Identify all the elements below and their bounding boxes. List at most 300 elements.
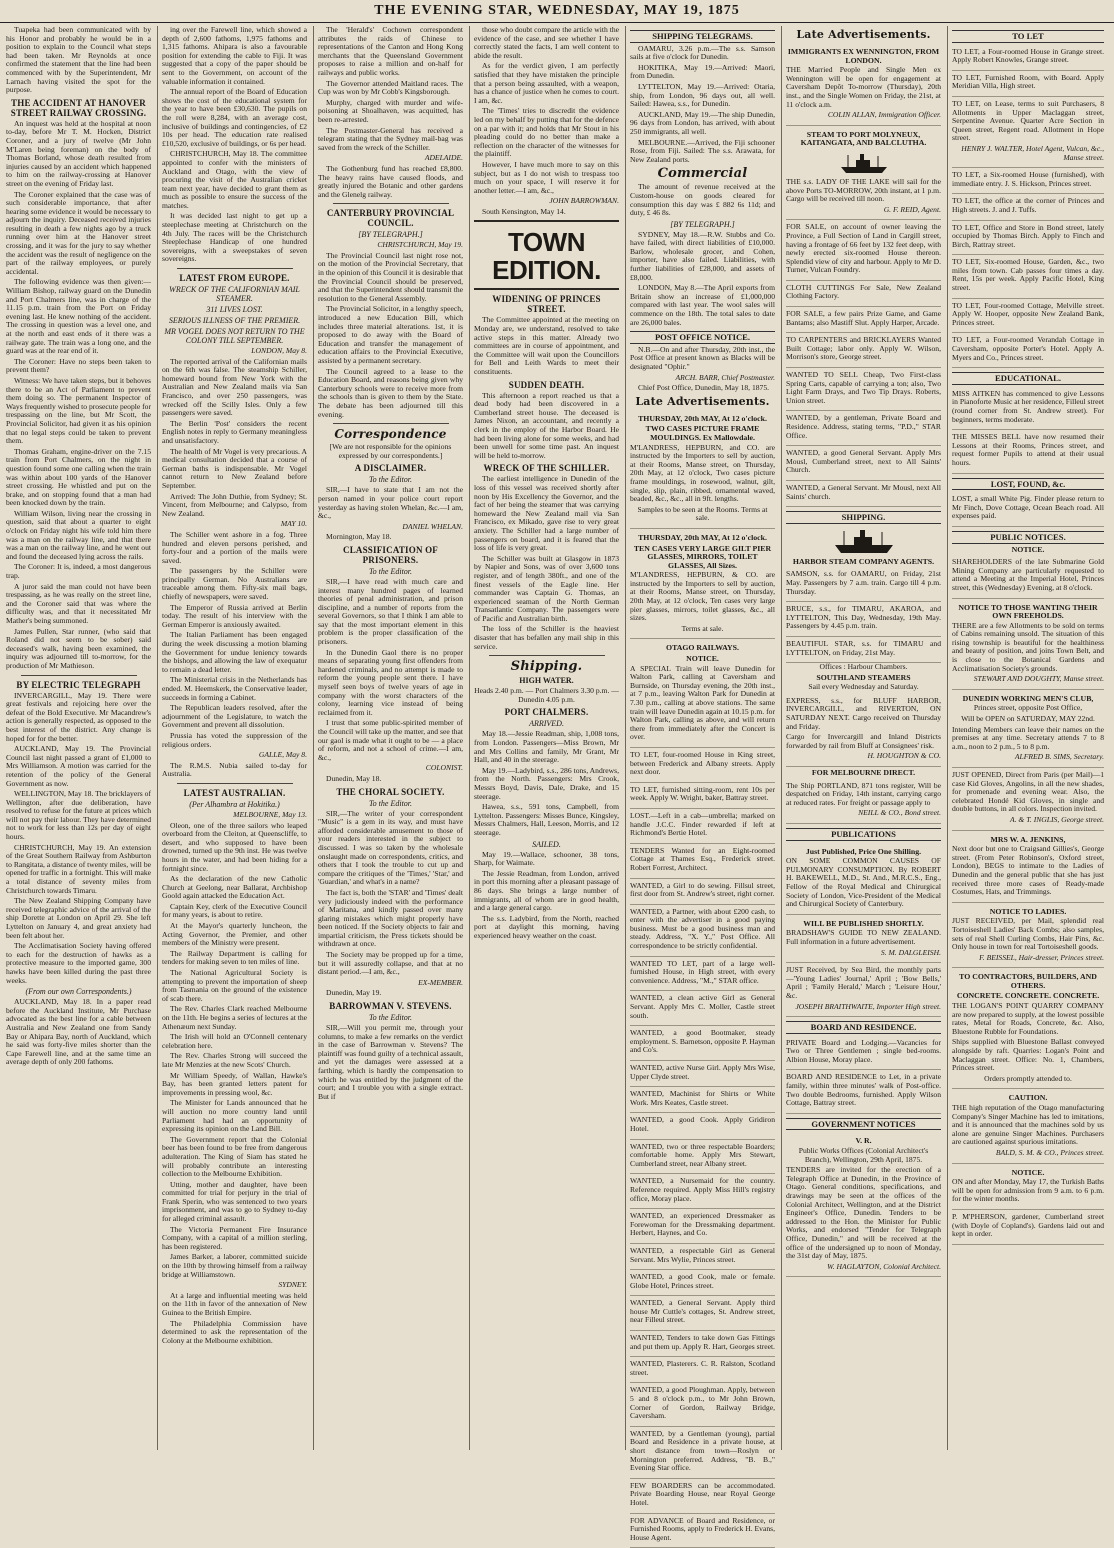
ad-text: TO LET, the office at the corner of Princes and High streets. J. and J. Tuffs. [952,196,1104,214]
paragraph: The Committee appointed at the meeting on Monday are, we understand, resolved to take active steps in this matter. Already two committees are in course of appointment, and the Committee will wait upon the Councillors for Bell and Leith Wards to meet their constituents. [474,315,619,377]
paragraph: It was decided last night to get up a steeplechase meeting at Christchurch on the 4th July. The races will be the Christchurch Steeplechase Handicap of one hundred sovereigns, with a sweepstakes of seven sovereigns. [162,211,307,264]
ad-title: IMMIGRANTS EX WENNINGTON, FROM LONDON. [787,47,940,65]
classified-ad [786,281,941,307]
section-header: BOARD AND RESIDENCE. [786,1021,941,1034]
paragraph: MELBOURNE.—Arrived, the Fiji schooner Rose, from Fiji. Sailed: The s.s. Arawata, for New Zealand ports. [630,137,775,164]
dateline: CHRISTCHURCH, May 19. [377,240,463,250]
paragraph: The health of Mr Vogel is very precarious. A medical consultation decided that a course of German baths is indispensable. Mr Vogel cannot return to New Zealand before September. [162,446,307,490]
paragraph: I trust that some public-spirited member of the Council will take up the matter, and see that our gaol is made what it ought to be — a place of reform, and not a school of crime.—I am, &c., [318,718,463,762]
paragraph: The Postmaster-General has received a telegram stating that the Sydney mail-bag was saved from the wreck of the Schiller. [318,125,463,152]
ad-text: PRIVATE Board and Lodging.—Vacancies for Two or Three Gentlemen ; single bed-rooms. Albion House, Moray place. [786,1037,941,1064]
ad-text: BRADSHAW'S GUIDE TO NEW ZEALAND. Full information in a future advertisement. [786,928,941,946]
ad-text: Princes street, opposite Post Office, [973,703,1083,713]
divider [489,655,605,656]
classified-ad [630,1331,775,1357]
ad-text: LOST.—Left in a cab—umbrella; marked on handle J.C.C. Finder rewarded if left at Richmond's Bertie Hotel. [630,810,775,838]
shipping-ad [786,602,941,637]
ad-text: WANTED, a clean active Girl as General Servant. Apply Mrs C. Moller, Castle street south. [630,993,775,1020]
paragraph: N.B.—On and after Thursday, 20th inst., the Post Office at present known as Blacks will be designated "Ophir." [630,344,775,371]
paragraph: May 18.—Jessie Readman, ship, 1,008 tons, from London. Passengers—Miss Brown, Mr and Mrs Collins and family, Mr Grant, Mr Hall, and 40 in the steerage. [474,729,619,765]
paragraph: The Philadelphia Commission have determined to ask the representation of the Colony at the Melbourne exhibition. [162,1318,307,1345]
paragraph: WELLINGTON, May 18. The bricklayers of Wellington, after due deliberation, have resolved to refuse for the future at prices which will not pay their labour. They have determined not to work for less than 12s per day of eight hours. [6,789,151,842]
headline-correspondence: Correspondence [334,427,447,442]
classified-ad [630,1296,775,1331]
ad-text: WANTED, by a Gentleman (young), partial Board and Residence in a private house, at short distance from town—Roslyn or Mornington preferred. Address, "B. B.," Evening Star office. [630,1428,775,1473]
railway-notice [630,639,775,748]
divider [177,268,293,269]
headline-hanover-accident: THE ACCIDENT AT HANOVER STREET RAILWAY CROSSING. [10,97,147,118]
paragraph: The Governor attended Maitland races. The Cup was won by Mr Cobb's Kingsborough. [318,78,463,97]
signature: ARCH. BARR, Chief Postmaster. [675,372,775,382]
section-header: EDUCATIONAL. [952,372,1104,385]
ad-text: THE s.s. LADY OF THE LAKE will sail for the above Ports TO-MORROW, 20th instant, at 1 p.m. Cargo will be received till noon. [786,176,941,204]
section-header: PUBLIC NOTICES. [952,531,1104,544]
paragraph: Witness: We have taken steps, but it behoves there to be an Act of Parliament to prevent them doing so. The permanent Inspector of Ways frequently wished to prosecute people for trespassing on the line, but Mr Scott, the Provincial Solicitor, had given it as his opinion that no legal steps could be taken to prevent them. [6,375,151,446]
paragraph: SIR,—The writer of your correspondent "Music" is a gem in its way, and must have afforded considerable amusement to those of your readers interested in the subject to discussed. I was so taken by the wholesale onslaught made on correspondents, critics, and others that I took the trouble to cut up and compare the critiques of the 'Times,' 'Star,' and 'Guardian,' and what's in a name? [318,808,463,887]
paragraph: SYDNEY, May 18.—R.W. Stubbs and Co. have failed, with direct liabilities of £10,000. Barlow, wholesale grocer, and Cohen, importer, have also failed. Liabilities, with further liabilities of £28,000, and assets of £8,000. [630,229,775,282]
paragraph: The Acclimatisation Society having offered to each for the destruction of hawks as a protective measure to the imported game, 300 hawks have been killed during the past three weeks. [6,941,151,985]
ad-text: TO LET, Office and Store in Bond street, lately occupied by Thomas Birch. Apply to Finch and Birch, Rattray street. [952,222,1104,249]
ad-text: Sail every Wednesday and Saturday. [808,682,919,692]
classified-ad [952,333,1104,368]
paragraph: SIR,—Will you permit me, through your columns, to make a few remarks on the verdict in the case of Barrowman v. Stevens? The plaintiff was found guilty of a technical assault, and yet the damages were assessed at a farthing, which is hardly the compensation to which he was entitled by the judgment of the court; and I trouble you with a single extract. But if [318,1023,463,1101]
paragraph: As the declaration of the new Catholic Church at Geelong, near Ballarat, Archbishop Goold again attacked the Education Act. [162,874,307,901]
ad-text: Samples to be seen at the Rooms. Terms at sale. [637,504,768,523]
ad-title: CONCRETE. CONCRETE. CONCRETE. [956,991,1100,1001]
classified-ad [630,991,775,1026]
divider [333,203,449,204]
paragraph: The reported arrival of the Californian mails on the 6th was false. The steamship Schiller, homeward bound from New York with the Australian and New Zealand mails via San Francisco, and over 250 passengers, was wrecked off the Scilly Isles. Only a few passengers were saved. [162,356,307,418]
headline-late-ads: Late Advertisements. [635,394,770,408]
subhead: HIGH WATER. [519,676,574,686]
subhead: [BY TELEGRAPH.] [670,219,735,229]
correspondent-note: (From our own Correspondents.) [25,987,132,997]
masthead: THE EVENING STAR, WEDNESDAY, MAY 19, 1875 [0,0,1114,23]
subhead: To the Editor. [368,798,413,808]
classified-ad [786,307,941,333]
dateline: ADELAIDE. [424,153,463,163]
paragraph: However, I have much more to say on this subject, but as I do not wish to trespass too much on your space, I will reserve it for another letter.—I am, &c., [474,159,619,195]
subhead: To the Editor. [368,566,413,576]
dateline: SYDNEY. [278,1280,307,1290]
section-header: POST OFFICE NOTICE. [630,331,775,344]
paragraph: AUCKLAND, May 19. The Provincial Council last night passed a grant of £1,000 to Mrs Williamson. A motion was carried for the retention of the policy of the General Government as now. [6,744,151,788]
column-7 [952,26,1110,1450]
ad-text: Will be OPEN on SATURDAY, MAY 22nd. [961,714,1095,724]
column-3 [318,26,470,1450]
ad-text: WANTED, a Partner, with about £200 cash, to enter with the advertiser in a good paying business. Must be a good business man and steady. Address, "X. Y.," Post Office. All correspondence to be strictly confidential. [630,906,775,951]
ad-text: JUST Received, by Sea Bird, the monthly parts—'Young Ladies' Journal,' April ; 'Bow Bells,' April ; 'Family Herald,' March ; 'Leisure Hour,' &c. [786,965,941,1000]
signature: ALFRED B. SIMS, Secretary. [1014,752,1104,762]
headline-port-chalmers: PORT CHALMERS. [504,707,589,718]
paragraph: The Ministerial crisis in the Netherlands has ended. M. Heemskerk, the Conservative leader, succeeds in forming a Cabinet. [162,675,307,702]
headline-barrowman: BARROWMAN V. STEVENS. [329,1001,452,1012]
classified-ad [630,1244,775,1270]
ad-text: EXPRESS, s.s., for BLUFF HARBOR, INVERCARGILL, and RIVERTON, ON SATURDAY NEXT. Cargo received on Thursday and Friday. [786,695,941,731]
signature: STEWART AND DOUGHTY, Manse street. [973,674,1104,684]
paragraph: Thomas Graham, engine-driver on the 7.15 train from Port Chalmers, on the night in question found some one calling when the train was within about 100 yards of the Hanover street crossing. He whistled and put on the brake, and on stopping found that a man had been knocked down by the train. [6,446,151,508]
classified-ad [952,45,1104,71]
paragraph: The Coroner explained that the case was of such considerable importance, that after hearing some evidence it would be necessary to adjourn the inquiry. Deceased received injuries resulting in death a few nights ago by a truck running over him at the Hanover street crossing, and it was for the jury to say whether the accident was the result of negligence on the part of the railway employees, or purely accidental. [6,189,151,276]
ad-text: M'LANDRESS, HEPBURN, and CO. are instructed by the Importers to sell by auction, at their Rooms, Manse street, on Thursday, 20th May, at 12 o'clock, Two cases picture frame mouldings, in rosewood, walnut, gilt, single, slip, plain, ribbed, ornamental waved, beaded, &c., &c., all in 9ft. lengths. [630,442,775,504]
paragraph: The Coroner: Have no steps been taken to prevent them? [6,356,151,375]
ad-text: FOR ADVANCE of Board and Residence, or Furnished Rooms, apply to Frederick H. Evans, House Agent. [630,1515,775,1542]
divider [474,220,619,222]
paragraph: Mr William Speedy, of Wallan, Hawke's Bay, has been granted letters patent for improvements in pressing wool, &c. [162,1070,307,1097]
paragraph: Prussia has voted the suppression of the religious orders. [162,730,307,749]
immigration-notice [786,43,941,126]
ad-text: Cargo for Invercargill and Inland Districts forwarded by rail from Bluff at Consignees' risk. [786,732,941,750]
paragraph: The Provincial Council last night rose not, on the motion of the Provincial Secretary, that in the opinion of this Council it is desirable that the Provincial Council should be preserved, and that the Superintendent should transmit the resolution to the General Assembly. [318,250,463,303]
classified-ad [630,1357,775,1383]
paragraph: CHRISTCHURCH, May 19. An extension of the Great Southern Railway from Ashburton to Rangitata, a distance of twenty miles, will be opened for traffic in a fortnight. This will make a total distance of seventy miles from Christchurch towards Timaru. [6,842,151,895]
signature: G. F. REID, Agent. [883,204,941,214]
paragraph: The Schiller went ashore in a fog. Three hundred and eleven persons perished, and forty-four and a portion of the mails were saved. [162,529,307,565]
classified-ad [952,1089,1104,1163]
classified-ad [786,446,941,481]
divider [177,783,293,784]
paragraph: May 19.—Ladybird, s.s., 286 tons, Andrews, from the North. Passengers: Mrs Crook, Messrs Boyd, Davis, Dale, Drake, and 15 steerage. [474,765,619,801]
paragraph: The Rev. Charles Clark reached Melbourne on the 11th. He begins a series of lectures at the Athenæum next Sunday. [162,1004,308,1031]
headline-electric-telegraph: BY ELECTRIC TELEGRAPH [16,679,141,690]
ad-text: WANTED, a good Cook, male or female. Globe Hotel, Princes street. [630,1272,775,1290]
headline-sudden-death: SUDDEN DEATH. [508,379,585,390]
ad-text: WANTED, an experienced Dressmaker as Forewoman for the Dressmaking department. Herbert, Haynes, and Co. [630,1211,775,1238]
paragraph: HOKITIKA, May 19.—Arrived: Maori, from Dunedin. [630,62,775,81]
paragraph: Murphy, charged with murder and wife-poisoning at Shoalhaven, was acquitted, has been re-arrested. [318,97,463,124]
paragraph: The Republican leaders resolved, after the adjournment of the Legislature, to watch the Government and prevent all dissolution. [162,703,307,730]
divider [21,675,137,676]
classified-ad [952,968,1104,1089]
ad-text: CLOTH CUTTINGS For Sale, New Zealand Clothing Factory. [786,282,941,301]
paragraph: At the Mayor's quarterly luncheon, the Acting Governor, the Premier, and other members of the Ministry were present. [162,921,307,948]
shipping-ad [786,694,941,767]
club-notice [952,690,1104,768]
ad-text: The Ship PORTLAND, 871 tons register, Will be despatched on Friday, 14th instant, carrying cargo at reduced rates. For freight or passage apply to [786,780,941,807]
classified-ad [952,555,1104,598]
auction-ad [630,529,775,640]
paragraph: those who doubt compare the article with the evidence of the case, and see whether I have correctly stated the facts, I am well content to abide the result. [474,25,619,60]
ad-title: TO CONTRACTORS, BUILDERS, AND OTHERS. [959,972,1097,990]
subhead: MR VOGEL DOES NOT RETURN TO THE COLONY TILL SEPTEMBER. [164,327,305,346]
paragraph: May 19.—Wallace, schooner, 38 tons, Sharp, for Waimate. [474,849,619,868]
ad-text: WANTED, a General Servant. Mr Mousl, next All Saints' church. [786,482,941,501]
paragraph: The R.M.S. Nubia sailed to-day for Australia. [162,760,307,779]
classified-ad [630,1174,775,1209]
subhead: [BY TELEGRAPH.] [358,230,423,240]
section-header: LOST, FOUND, &c. [952,478,1104,491]
section-header: GOVERNMENT NOTICES [786,1118,941,1131]
ad-title: NOTICE TO LADIES. [989,906,1067,916]
classified-ad [952,831,1104,903]
ad-text: WANTED, a good Bootmaker, steady employment. S. Barnetson, opposite P. Hayman and Co's. [630,1028,775,1055]
ad-text: FOR SALE, on account of owner leaving the Province, a Full Section of Land in Cargill street, having a frontage of 66 feet by 132 feet deep, with newly erected six-roomed House thereon. Splendid view of city and harbour. Apply to Mr D. Turner, Vulcan Foundry. [786,222,941,275]
classified-ad [952,492,1104,527]
classified-ad [630,1514,775,1548]
classified-ad [630,1479,775,1514]
classified-ad [952,387,1104,430]
ad-title: Just Published, Price One Shilling. [805,846,922,856]
headline-latest-europe: LATEST FROM EUROPE. [179,273,290,284]
ad-text: TO LET, on Lease, terms to suit Purchasers, 8 Allotments in Upper Maclaggan street, Serpentine Avenue. Quarter Acre Section in Queen street, Regent road. Allotment in Hope street. [952,98,1104,143]
classified-ad [630,905,775,957]
paragraph: The Irish will hold an O'Connell centenary celebration here. [162,1032,307,1050]
paragraph: LYTTELTON, May 19.—Arrived: Otaria, ship, from London, 96 days out, all well. Sailed: Hawea, s.s., for Dunedin. [630,81,775,109]
steamship-icon [838,151,890,175]
paragraph: The amount of revenue received at the Custom-house on goods cleared for consumption this day was £ 882 6s 11d; and duty, £ 46 8s. [630,182,775,218]
publication-ad [786,915,941,963]
ad-text: WANTED, a good Cook. Apply Gridiron Hotel. [630,1115,775,1133]
signature: BALD, S. M. & CO., Princes street. [995,1147,1104,1157]
subhead: (Per Alhambra at Hokitika.) [189,799,280,809]
paragraph: LONDON, May 8.—The April exports from Britain show an increase of £1,000,000 compared with last year. The wool sales will commence on the 18th. The total sales to date are 26,000 bales. [630,283,775,327]
headline-widening: WIDENING OF PRINCES STREET. [492,294,601,315]
ad-text: TO LET, Six-roomed House, Garden, &c., two miles from town. Cab passes four times a day. Rent, 15s per week. Apply Pacific Hotel, King street. [952,257,1104,293]
ad-text: WANTED, a Girl to do sewing. Fillsul street, first door from St. Andrew's street, right corner. [630,880,775,899]
dateline: LONDON, May 8. [251,346,307,356]
section-header: PUBLICATIONS [786,828,941,841]
ad-text: WANTED, by a gentleman, Private Board and Residence. Address, stating terms, "P.D.," STAR Office. [786,413,941,440]
paragraph: The annual report of the Board of Education shows the cost of the educational system for the year to have been £30,630. The pupils on the roll were 8,284, with an average cost, inclusive of buildings and contingencies, of £2 10s per head. The education rate realised £10,520, exclusive of buildings, or 6s per head. [162,87,307,148]
column-4 [474,26,626,1450]
paragraph: The Provincial Solicitor, in a lengthy speech, introduced a new Education Bill, which includes three material alterations. 1st, it is proposed to do away with the Board of Education and transfer the management of education affairs to the Provincial Executive, assisted by a permanent secretary. [318,304,463,365]
government-notice [786,1132,941,1277]
ad-text: Public Works Offices (Colonial Architect's Branch), Wellington, 29th April, 1875. [798,1146,929,1164]
ad-text: WANTED, a General Servant. Apply third house Mr Cuttle's cottages, St. Andrew street, near Filleul street. [630,1298,775,1325]
ad-text: TO LET, a Six-roomed House (furnished), with immediate entry. J. S. Hickson, Princes street. [952,170,1104,188]
classified-ad [952,299,1104,334]
editorial-note: [We are not responsible for the opinions expressed by our correspondents.] [329,442,452,460]
classified-ad [786,481,941,507]
paragraph: The Council agreed to a lease to the Education Board, and reasons being given why Canterbury schools were to receive more from the schools than is given to them by the State. The debate has been adjourned till this evening. [318,366,463,419]
ad-title: TEN CASES VERY LARGE GILT PIER GLASSES, MIRRORS, TOILET GLASSES, All Sizes. [633,543,772,570]
ad-title: WILL BE PUBLISHED SHORTLY. [803,918,924,928]
ad-text: ON SOME COMMON CAUSES OF PULMONARY CONSUMPTION. By ROBERT H. BAKEWELL, M.D., St. And., M.R.C.S., Eng., Fellow of the Royal Medical and Chirurgical Society of London, Vice-President of the Medical and Chirurgical Society of Canterbury. [786,856,941,909]
signature: A. & T. INGLIS, George street. [1010,814,1104,824]
classified-ad [786,368,941,411]
paragraph: AUCKLAND, May 18. In a paper read before the Auckland Institute, Mr Purchase advocated as the best line for a cable between Australia and New Zealand one from Sandy Bay or Ahipara Bay, north of Auckland, which he said was forty-five miles shorter than the Cape Farewell line, and at the same time an average depth of only 200 fathoms. [6,997,151,1067]
paragraph: The Minister for Lands announced that he will auction no more country land until Parliament had had an opportunity of expressing its opinion on the Land Bill. [162,1098,307,1134]
paragraph: The Italian Parliament has been engaged during the week discussing a motion blaming the Government for undue leniency towards the bishops, and allowing the law of exequatur to remain a dead letter. [162,630,307,674]
classified-ad [786,333,941,368]
paragraph: William Wilson, living near the crossing in question, said that about a quarter to eight o'clock on Friday night his wife told him there was a man on the railway line, and that there was a man on the railway line, and he went out and found the deceased lying across the rails. [6,508,151,561]
classified-ad [630,844,775,879]
ad-text: TO CARPENTERS and BRICKLAYERS Wanted Built Cottage; labor only. Apply W. Wilson, Morrison's store, George street. [786,335,941,362]
signature: COLONIST. [425,763,463,773]
ad-text: THE Married People and Single Men ex Wennington will be open for engagement at Caversham Depôt To-morrow (Thursday), 20th inst., and the Single Women on Friday, the 21st, at 11 o'clock a.m. [786,65,941,109]
classified-ad [630,1113,775,1139]
paragraph: Oleon, one of the three sailors who leaped overboard from the Cleiton, at Queenscliffe, to desert, and who supposed to have been drowned, turned up the 9th inst. He was twelve hours in the water, and had been hiding for a fortnight since. [162,820,307,873]
high-water-times: Heads 2.40 p.m. — Port Chalmers 3.30 p.m. — Dunedin 4.05 p.m. [474,686,619,704]
shipping-ad [786,637,941,663]
steamship-icon [832,527,896,555]
ad-text: TO LET, Four-roomed Cottage, Melville street. Apply W. Hooper, opposite New Zealand Bank, Princes street. [952,300,1104,327]
classified-ad [630,1140,775,1175]
ad-text: M'LANDRESS, HEPBURN, & CO. are instructed by the Importers to sell by auction, at their Rooms, Manse street, on Thursday, 20th May, at 12 o'clock, Ten cases very large pier glasses, mirrors, toilet glasses, &c., all sizes. [630,570,775,623]
ad-text: Ships supplied with Bluestone Ballast conveyed alongside by raft. Quarries: Logan's Point and Maclaggan street. Office: No. 1, Chambers, Princes street. [952,1037,1104,1073]
ad-text: TO LET, a Four-roomed House in Grange street. Apply Robert Knowles, Grange street. [952,46,1104,65]
headline-canterbury-council: CANTERBURY PROVINCIAL COUNCIL. [326,208,455,229]
ad-text: THE LOGAN'S POINT QUARRY COMPANY are now prepared to supply, at the lowest possible rates, Metal for Roads, Concrete, &c. Also, Bluestone Rubble for Foundations. [952,1001,1104,1036]
ad-title: NOTICE TO THOSE WANTING THEIR OWN FREEHOLDS. [958,602,1098,621]
paragraph: As for the verdict given, I am perfectly satisfied that they have mistaken the principle that a person being assaulted, with a weapon, has a chance of justice when he comes to court. I am, &c. [474,61,619,105]
paragraph: The Emperor of Russia arrived at Berlin today. The result of his interview with the German Emperor is anxiously awaited. [162,602,307,629]
paragraph: James Pullen, Star runner, (who said that Roland did not seem to be sober) said deceased's walk, having been examined, the inquiry was adjourned till to-morrow, for the production of Mr Mathieson. [6,626,151,670]
paragraph: Mornington, May 18. [326,532,392,542]
column-6 [786,26,948,1450]
paragraph: The Rev. Charles Strong will succeed the late Mr Menzies at the new Scots' Church. [162,1051,307,1069]
paragraph: The Government report that the Colonial beer has been found to be free from dangerous adulteration. The King of Siam has stated he will probably contribute an interesting collection to the Melbourne Exhibition. [162,1134,307,1179]
ad-text: LOST, a small White Pig. Finder please return to Mr Finch, Dove Cottage, Ocean Beach road. All expenses paid. [952,494,1104,521]
headline-commercial: Commercial [657,166,748,182]
classified-ad [630,783,775,809]
paragraph: Arrived: The John Duthie, from Sydney; St. Vincent, from Melbourne; and Calypso, from New Zealand. [162,491,307,518]
paragraph: The following evidence was then given:— William Bishop, railway guard on the Dunedin and Port Chalmers line, was in charge of the 11.15 p.m. train from the Port on Friday evening last. He knew nothing of the accident. The crossing in question was a level one, and at the north and east ends of it there was a railway gate. The train was a long one, and the guard was at the rear end of it. [6,277,151,356]
ad-text: JUST RECEIVED, per Mail, splendid real Tortoiseshell Ladies' Back Combs; also samples, sets of real Shell Curling Combs, Hair Pins, &c. Only house in town for real Tortoiseshell goods. [952,916,1104,952]
steamer-ad [786,126,941,221]
ad-text: WANTED TO SELL Cheap, Two First-class Spring Carts, capable of carrying a ton; also, Two Light Farm Drays, and Two Tip Drays. Roberts, Union street. [786,370,941,405]
paragraph: The earliest intelligence in Dunedin of the loss of this vessel was received shortly after noon by His Excellency the Governor, and the fact of her being the steamer that was carrying homeward the New Zealand mail via San Francisco, ex Mikado, gave rise to very great anxiety. The Schiller had a large number of passengers on board, and it is feared that the loss of life is very great. [474,474,619,553]
ad-text: FOR SALE, a few pairs Prize Game, and Game Bantams; also Mastiff Slut. Apply Harper, Arcade. [786,309,941,327]
ad-text: THE MISSES BELL have now resumed their Lessons at their Rooms, Princes street, and request former Pupils to attend at their usual hours. [952,432,1104,467]
paragraph: The Schiller was built at Glasgow in 1873 by Napier and Sons, was of over 3,600 tons register, and of length 380ft., and one of the finest vessels of the Eagle line. Her commander was Captain G. Thomas, an experienced seaman of the North German Transatlantic Company. The passengers were of Pacific and Australian birth. [474,553,619,623]
dateline: MAY 10. [280,519,307,529]
paragraph: Chief Post Office, Dunedin, May 18, 1875. [638,383,770,393]
subhead: WRECK OF THE CALIFORNIAN MAIL STEAMER. [169,285,300,304]
ad-text: BRUCE, s.s., for TIMARU, AKAROA, and LYTTELTON, This Day, Wednesday, 19th May. Passengers by 4.45 p.m. train. [786,604,941,631]
ad-text: THERE are a few Allotments to be sold on terms of Cabins remaining unsold. The situation of this rising township is beautiful for the healthiness and beauty of position, and joins Town Belt, and is close to the Botanical Gardens and Acclimatisation Society's grounds. [952,620,1104,673]
ad-text: WANTED, a good General Servant. Apply Mrs Mousl, Cumberland street, next to All Saints' Church. [786,448,941,475]
ad-text: JUST OPENED, Direct from Paris (per Mail)—1 case Kid Gloves, Angolins, in all the new shades, for promenade and evening wear. Also, the celebrated Hondé Kid Gloves, in single and double buttons, in all colors. Inspection invited. [952,770,1104,814]
classified-ad [952,97,1104,168]
town-edition-banner: TOWN EDITION. [492,227,601,286]
ad-text: WANTED, Machinist for Shirts or White Work. Mrs Keates, Castle street. [630,1089,775,1107]
paragraph: The passengers by the Schiller were principally German. No Australians are traceable among them. Fifty-six mail bags, chiefly of newspapers, were saved. [162,566,307,602]
ad-text: TENDERS are invited for the erection of a Telegraph Office at Dunedin, in the Province of Otago. General conditions, specifications, and drawings may be seen at the offices of the Colonial Architect, Wellington, and at the District Engineer's Office, Dunedin. Tenders to be addressed to the Hon. the Minister for Public Works, and endorsed "Tender for Telegraph Office, Dunedin," and will be received at the office of the undersigned up to noon of Monday, the 31st day of May, 1875. [786,1165,941,1261]
ad-title: MRS W. A. JENKINS, [990,834,1066,844]
paragraph: Tuapeka had been communicated with by his Honor and probably he would be in a position to explain to the Council what steps had been taken. Mr Reynolds at once confirmed the statement that the line had been commenced with by the Superintendent, Mr Larnach having visited the spot for the purpose. [6,25,151,95]
paragraph: The Jessie Readman, from London, arrived in port this morning after a pleasant passage of 86 days. She brings a large number of immigrants, all of whom are in good health, and a large general cargo. [474,868,619,913]
paragraph: This afternoon a report reached us that a dead body had been discovered in a Cumberland street house. The deceased is James Nixon, an accountant, and recently a clerk in the employ of the Harbor Board. He had been living alone for some weeks, and had been unwell for some time past. An inquest will be held to-morrow. [474,390,619,460]
column-1 [6,26,158,1450]
subhead: To the Editor. [368,1013,413,1023]
paragraph: Utting, mother and daughter, have been committed for trial for perjury in the trial of Frank Sperin, who was sentenced to two years imprisonment, and was to go to Sydney to-day for alleged criminal assault. [162,1179,307,1224]
classified-ad [952,1210,1104,1245]
paragraph: The Gothenburg fund has reached £8,800. The heavy rains have caused floods, and greatly injured the Botanic and other gardens and the Glenelg railway. [318,163,463,199]
ad-text: WANTED, a respectable Girl as General Servant. Mrs Wylie, Princes street. [630,1245,775,1264]
paragraph: OAMARU, 3.26 p.m.—The s.s. Samson sails at five o'clock for Dunedin. [630,43,775,62]
signature: F. BEISSEL, Hair-dresser, Princes street. [979,952,1104,962]
classified-ad [630,1061,775,1087]
classified-ad [952,768,1104,831]
ad-text: Offices : Harbour Chambers. [819,662,908,672]
paragraph: CHRISTCHURCH, May 18. The committee appointed to confer with the ministers of Auckland and Otago, with the view of procuring the visit of the Australian cricket team next year, have decided to grant them as much as possible to ensure the success of the matches. [162,149,307,210]
shipping-ad [786,567,941,602]
paragraph: The National Agricultural Society is attempting to prevent the importation of sheep from Tasmania on the ground of the existence of scab there. [162,968,307,1003]
paragraph: Dunedin, May 19. [326,988,382,998]
classified-ad [786,1070,941,1113]
section-header: SHIPPING TELEGRAMS. [630,30,775,43]
classified-ad [952,194,1104,220]
ad-text: TO LET, four-roomed House in King street, between Frederick and Albany streets. Apply next door. [630,749,775,777]
paragraph: The Railway Department is calling for tenders for making seven to ten miles of line. [162,948,307,967]
classified-ad [630,1270,775,1296]
paragraph: The s.s. Ladybird, from the North, reached port at daylight this morning, having experienced heavy weather on the coast. [474,913,619,940]
ad-text: Intending Members can leave their names on the premises at any time. Secretary attends 7 to 8 a.m., noon to 2 p.m., 5 to 8 p.m. [952,724,1104,751]
ad-title: NOTICE. [1011,544,1045,554]
classified-ad [952,430,1104,473]
classified-ad [630,1383,775,1426]
section-header: TO LET [952,30,1104,43]
paragraph: SIR,—I have to state that I am not the person named in your police court report yesterday as having stolen Whelan, &c.—I am, &c., [318,485,463,521]
ad-text: SAMSON, s.s. for OAMARU, on Friday, 21st May. Passengers by 7 a.m. train. Cargo till 4 p.m. Thursday. [786,569,941,596]
ad-title: DUNEDIN WORKING MEN'S CLUB, [962,693,1094,703]
dateline: MELBOURNE, May 13. [233,809,307,819]
publication-ad [786,963,941,1017]
headline-choral-society: THE CHORAL SOCIETY. [336,786,445,797]
ad-text: TO LET, furnished sitting-room, rent 10s per week. Apply W. Wright, baker, Battray street. [630,784,775,803]
signature: JOSEPH BRAITHWAITE, Importer High street. [795,1001,941,1011]
paragraph: The Berlin 'Post' considers the recent English notes in reply to Germany meaningless and unsatisfactory. [162,418,307,445]
classified-ad [952,1164,1104,1210]
subhead: To the Editor. [368,475,413,485]
ad-title: NOTICE. [686,654,719,664]
ad-text: WANTED TO LET, part of a large well-furnished House, in High street, with every convenience. Address, "M.," STAR office. [630,958,775,985]
ad-title: THURSDAY, 20th MAY, At 12 o'clock. [638,413,767,423]
classified-ad [630,748,775,783]
headline-schiller: WRECK OF THE SCHILLER. [483,463,610,474]
ad-text: Orders promptly attended to. [984,1073,1072,1083]
column-2 [162,26,314,1450]
headline-shipping: Shipping. [510,659,583,675]
ad-title: OTAGO RAILWAYS. [666,643,739,653]
paragraph: INVERCARGILL, May 19. There were great festivals and rejoicing here over the defeat of the Bold Executive. Mr Macandrew's action is generally respected, as opposed to the best interest of the district. Any change is hoped for for the better. [6,690,151,743]
ad-title: CAUTION. [1008,1093,1048,1103]
ad-text: Terms at sale. [681,623,724,633]
ad-text: THE high reputation of the Otago manufacturing Company's Singer Machine has led to imitations, and it is announced that the machines sold by us alone are genuine Singer Machines. Purchasers are cautioned against spurious imitations. [952,1103,1104,1147]
classified-ad [630,879,775,905]
ad-title: TWO CASES PICTURE FRAME MOULDINGS. Ex Mallowdale. [645,424,760,442]
paragraph: South Kensington, May 14. [482,206,566,216]
classified-ad [630,809,775,844]
classified-ad [952,903,1104,969]
paragraph: Dunedin, May 18. [326,773,382,783]
signature: NEILL & CO., Bond street. [858,808,941,818]
paragraph: ing over the Farewell line, which showed a depth of 2,600 fathoms, 1,975 fathoms and 1,315 fathoms. Ahipara is also a favourable position for extending the cable to Fiji. It was suggested that a copy of the paper should be sent to the Government, on account of the valuable information it contained. [162,25,307,86]
dateline: GALLE, May 8. [258,750,307,760]
classified-ad [786,1036,941,1071]
ad-text: ON and after Monday, May 17, the Turkish Baths will be open for admission from 9 a.m. to 6 p.m. for the winter months. [952,1177,1104,1204]
subhead: 311 LIVES LOST. [206,305,263,315]
paragraph: The Society may be propped up for a time, but it will assuredly collapse, and that at no distant period.—I am, &c., [318,950,463,977]
paragraph: The Coroner: It is, indeed, a most dangerous trap. [6,562,151,581]
signature: DANIEL WHELAN. [402,521,463,531]
ad-text: TO LET, a Four-roomed Verandah Cottage in Caversham, opposite Porter's Hotel. Apply A. Myers and Co., Princes street. [952,335,1104,362]
ad-text: WANTED, two or three respectable Boarders; comfortable home. Apply Mrs Stewart, Cumberland street, near Albany street. [630,1141,775,1168]
paragraph: In the Dunedin Gaol there is no proper means of separating young first offenders from hardened criminals, and no attempt is made to reform the young people sent there. I have myself seen boys of twelve years of age in company with the worst characters of the colony, learning vice instead of being reclaimed from it. [318,647,463,717]
classified-ad [630,1087,775,1113]
signature: HENRY J. WALTER, Hotel Agent, Vulcan, &c., Manse street. [961,143,1104,162]
paragraph: A juror said the man could not have been trespassing, as he was really on the street line, and the Coroner said that was where the difficulty was, and that it necessitated Mr Mather's being summoned. [6,581,151,625]
classified-ad [630,957,775,992]
signature: H. HOUGHTON & CO. [867,751,941,761]
paragraph: The fact is, both the 'STAR' and 'Times' dealt very judiciously indeed with the performance of Maritana, and kindly passed over many glaring mistakes which might properly have been noticed. If the Society objects to fair and impartial criticism, the Press tickets should be withdrawn at once. [318,887,463,949]
ad-text: WANTED, active Nurse Girl. Apply Mrs Wise, Upper Clyde street. [630,1063,775,1081]
ad-text: BOARD AND RESIDENCE to Let, in a private family, within three minutes' walk of Post-office. Two double Bedrooms, furnished. Apply Wilson Cottage, Battray street. [786,1072,941,1108]
paragraph: Hawea, s.s., 591 tons, Campbell, from Lyttelton. Passengers: Misses Bunce, Kingsley, Messrs Chalmers, Hall, Leeson, Morris, and 12 steerage. [474,802,619,837]
headline-latest-australian: LATEST AUSTRALIAN. [183,787,286,798]
classified-ad [630,1427,775,1479]
